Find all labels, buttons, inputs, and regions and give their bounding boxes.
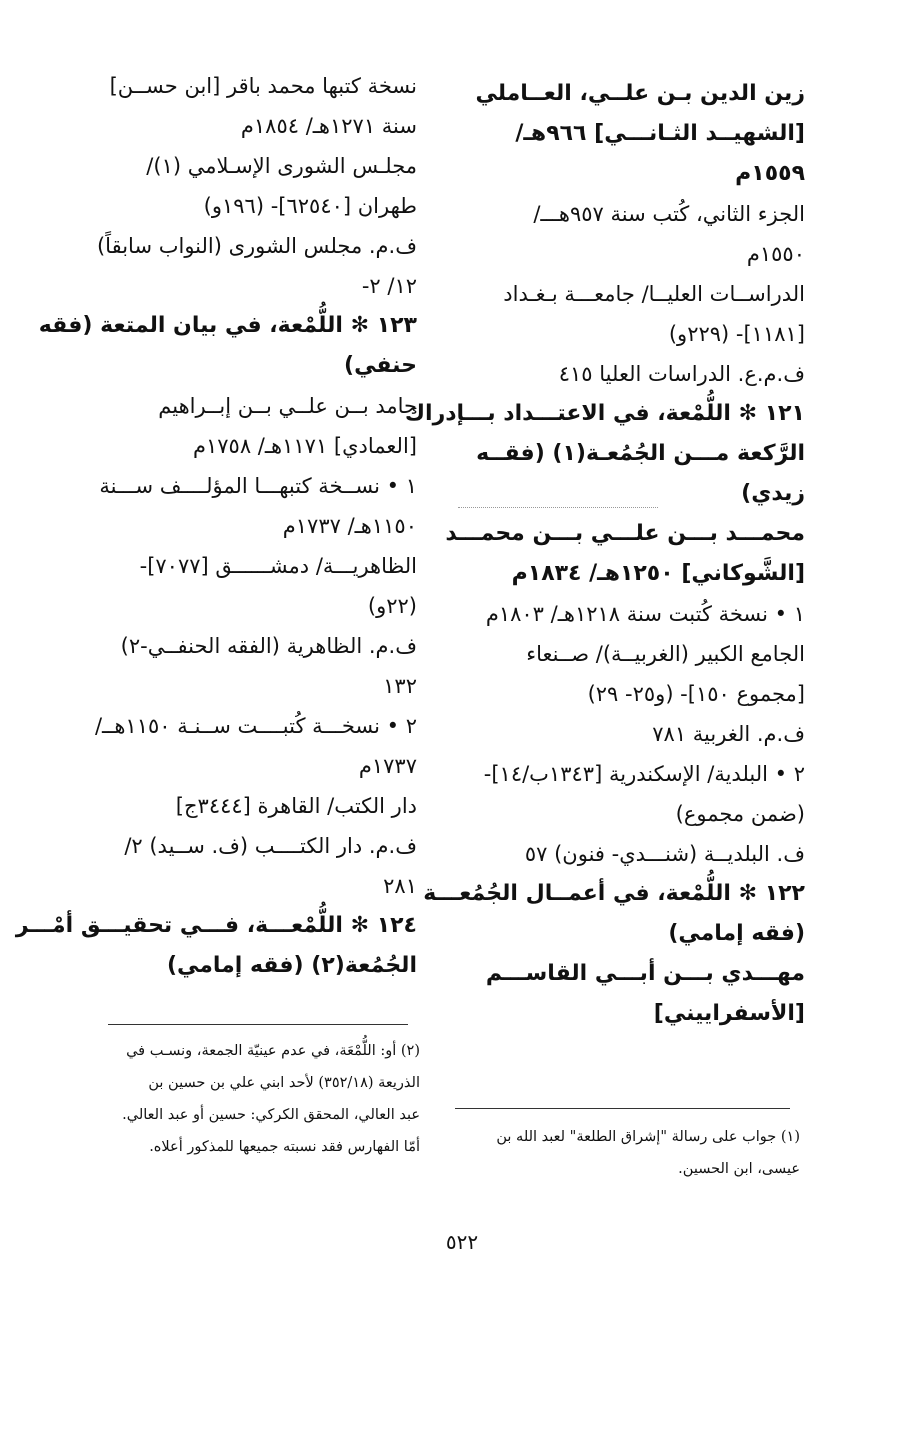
text-line: ١٧٣٧م xyxy=(358,754,417,778)
footnote-line: (٢) أو: اللُّمْعَة، في عدم عينيّة الجمعة، ونسـب في xyxy=(126,1043,420,1059)
text-line: ف.م.ع. الدراسات العليا ٤١٥ xyxy=(558,362,805,386)
text-line: الجزء الثاني، كُتب سنة ٩٥٧هـــ/ xyxy=(533,202,805,226)
text-line: مهـــدي بـــن أبـــي القاســـم xyxy=(485,961,805,986)
text-line: ١٥٥٩م xyxy=(735,161,805,186)
text-line: ف.م. الظاهرية (الفقه الحنفــي-٢) xyxy=(120,634,417,658)
text-line: زيدي) xyxy=(741,481,805,506)
text-line: طهران [٦٢٥٤٠]- (١٩٦و) xyxy=(203,194,417,218)
text-line: دار الكتب/ القاهرة [٣٤٤٤ج] xyxy=(175,794,417,818)
footnote-rule-left xyxy=(108,1024,408,1025)
text-line: ١٢٤ ✻ اللُّمْعـــة، فـــي تحقيـــق أمْـــر xyxy=(15,913,417,938)
footnote-line: عيسى، ابن الحسين. xyxy=(678,1161,800,1177)
text-line: ١١٥٠هـ/ ١٧٣٧م xyxy=(282,514,417,538)
text-line: حنفي) xyxy=(344,353,417,378)
footnote-right xyxy=(455,1128,800,1192)
text-line: ١٥٥٠م xyxy=(746,242,805,266)
text-line: سنة ١٢٧١هـ/ ١٨٥٤م xyxy=(240,114,417,138)
footnote-left xyxy=(62,1042,420,1170)
text-line: ١٢١ ✻ اللُّمْعة، في الاعتـــداد بـــإدراك xyxy=(404,401,805,426)
footnote-rule-right xyxy=(455,1108,790,1109)
text-line: الجامع الكبير (الغربيــة)/ صــنعاء xyxy=(526,642,805,666)
dotted-mark xyxy=(458,507,658,508)
text-line: [١١٨١]- (٢٢٩و) xyxy=(668,322,805,346)
text-line: الظاهريـــة/ دمشــــــق [٧٠٧٧]- xyxy=(139,554,417,578)
text-line: ٢ • البلدية/ الإسكندرية [١٣٤٣ب/١٤]- xyxy=(483,762,805,786)
footnote-line: أمّا الفهارس فقد نسبته جميعها للمذكور أعلاه. xyxy=(149,1139,420,1155)
text-line: مجلـس الشورى الإسـلامي (١)/ xyxy=(146,154,417,178)
right-column xyxy=(404,80,805,1040)
text-line: محمـــد بـــن علـــي بـــن محمـــد xyxy=(445,521,805,546)
text-line: (فقه إمامي) xyxy=(668,921,805,946)
text-line: [العمادي] ١١٧١هـ/ ١٧٥٨م xyxy=(192,434,417,458)
text-line: [الأسفراييني] xyxy=(653,1001,805,1026)
text-line: نسخة كتبها محمد باقر [ابن حســن] xyxy=(109,74,417,98)
text-line: ١ • نسخة كُتبت سنة ١٢١٨هـ/ ١٨٠٣م xyxy=(485,602,805,626)
footnote-line: (١) جواب على رسالة "إشراق الطلعة" لعبد الله بن xyxy=(496,1129,800,1145)
text-line: ف.م. الغربية ٧٨١ xyxy=(652,722,805,746)
text-line: ف.م. مجلس الشورى (النواب سابقاً) xyxy=(96,234,417,258)
text-line: الدراســات العليــا/ جامعـــة بـغـداد xyxy=(503,282,805,306)
footnote-line: الذريعة (٣٥٢/١٨) لأحد ابني علي بن حسين بن xyxy=(148,1075,420,1091)
footnote-line: عبد العالي، المحقق الكركي: حسين أو عبد العالي. xyxy=(122,1107,420,1123)
text-line: الرَّكعة مـــن الجُمُعـة(١) (فقــه xyxy=(476,441,805,466)
text-line: ١ • نســخة كتبهـــا المؤلــــف ســـنة xyxy=(99,474,417,498)
text-line: (ضمن مجموع) xyxy=(675,802,805,826)
text-line: ٢ • نسخـــة كُتبــــت ســنـة ١١٥٠هــ/ xyxy=(94,714,417,738)
text-line: ١٢٣ ✻ اللُّمْعة، في بيان المتعة (فقه xyxy=(38,313,417,338)
page-number: ٥٢٢ xyxy=(445,1230,479,1254)
text-line: [مجموع ١٥٠]- (و٢٥- ٢٩) xyxy=(587,682,805,706)
text-line: ٢٨١ xyxy=(383,874,417,898)
text-line: حامد بــن علــي بــن إبــراهيم xyxy=(158,394,417,418)
text-line: ف.م. دار الكتــــب (ف. ســيد) ٢/ xyxy=(124,834,417,858)
text-line: الجُمُعة(٢) (فقه إمامي) xyxy=(166,953,417,978)
left-column xyxy=(15,72,417,992)
text-line: زين الدين بـن علــي، العــاملي xyxy=(475,81,805,106)
text-line: ١٢/ ٢- xyxy=(361,274,417,298)
text-line: [الشَّوكاني] ١٢٥٠هـ/ ١٨٣٤م xyxy=(511,561,805,586)
text-line: ف. البلديــة (شنـــدي- فنون) ٥٧ xyxy=(524,842,805,866)
text-line: (٢٢و) xyxy=(367,594,417,618)
text-line: ١٢٢ ✻ اللُّمْعة، في أعمــال الجُمُعـــة xyxy=(423,881,805,906)
text-line: ١٣٢ xyxy=(383,674,417,698)
text-line: [الشهيــد الثـانـــي] ٩٦٦هـ/ xyxy=(515,121,805,146)
